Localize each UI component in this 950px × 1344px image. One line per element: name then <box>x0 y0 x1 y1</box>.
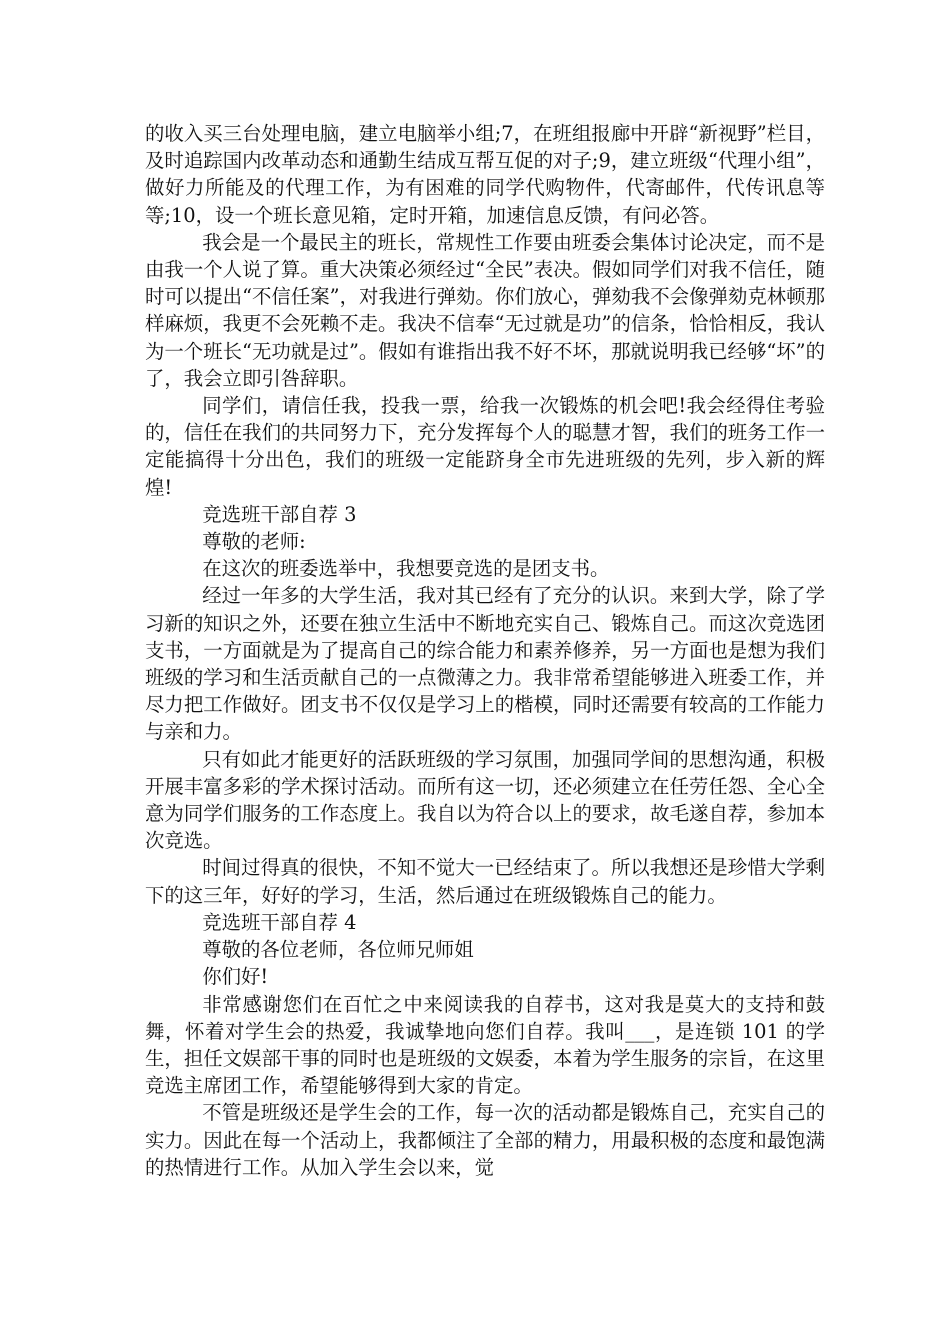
paragraph-time-passes: 时间过得真的很快，不知不觉大一已经结束了。所以我想还是珍惜大学剩下的这三年，好好的学习，生活，然后通过在班级锻炼自己的能力。 <box>145 856 825 907</box>
paragraph-class-atmosphere: 只有如此才能更好的活跃班级的学习氛围，加强同学间的思想沟通，积极开展丰富多彩的学术探讨活动。而所有这一切，还必须建立在任劳任怨、全心全意为同学们服务的工作态度上。我自以为符合以上的要求，故毛遂自荐，参加本次竞选。 <box>145 747 825 853</box>
greeting: 你们好! <box>202 965 269 989</box>
paragraph-continued: 的收入买三台处理电脑，建立电脑举小组;7，在班组报廊中开辟“新视野”栏目，及时追踪国内改革动态和通勤生结成互帮互促的对子;9，建立班级“代理小组”，做好力所能及的代理工作，为有困难的同学代购物件，代寄邮件，代传讯息等等;10，设一个班长意见箱，定时开箱，加速信息反馈，有问必答。 <box>145 122 825 227</box>
salutation-teacher: 尊敬的老师: <box>202 530 306 554</box>
paragraph-student-union-work: 不管是班级还是学生会的工作，每一次的活动都是锻炼自己，充实自己的实力。因此在每一个活动上，我都倾注了全部的精力，用最积极的态度和最饱满的热情进行工作。从加入学生会以来，觉 <box>145 1101 825 1179</box>
paragraph-vote-appeal: 同学们，请信任我，投我一票，给我一次锻炼的机会吧!我会经得住考验的，信任在我们的共同努力下，充分发挥每个人的聪慧才智，我们的班务工作一定能搞得十分出色，我们的班级一定能跻身全市先进班级的先列，步入新的辉煌! <box>145 394 825 499</box>
section-heading-3: 竞选班干部自荐 3 <box>202 502 357 526</box>
paragraph-democratic-monitor: 我会是一个最民主的班长，常规性工作要由班委会集体讨论决定，而不是由我一个人说了算。重大决策必须经过“全民”表决。假如同学们对我不信任，随时可以提出“不信任案”，对我进行弹劾。你们放心，弹劾我不会像弹劾克林顿那样麻烦，我更不会死赖不走。我决不信奉“无过就是功”的信条，恰恰相反，我认为一个班长“无功就是过”。假如有谁指出我不好不坏，那就说明我已经够“坏”的了，我会立即引咎辞职。 <box>145 230 825 390</box>
paragraph-university-life: 经过一年多的大学生活，我对其已经有了充分的认识。来到大学，除了学习新的知识之外，还要在独立生活中不断地充实自己、锻炼自己。而这次竞选团支书，一方面就是为了提高自己的综合能力和素养修养，另一方面也是想为我们班级的学习和生活贡献自己的一点微薄之力。我非常希望能够进入班委工作，并尽力把工作做好。团支书不仅仅是学习上的楷模，同时还需要有较高的工作能力与亲和力。 <box>145 584 825 744</box>
paragraph-election-intro: 在这次的班委选举中，我想要竞选的是团支书。 <box>202 557 610 581</box>
salutation-teachers-seniors: 尊敬的各位老师，各位师兄师姐 <box>202 938 474 962</box>
document-page <box>145 120 825 1181</box>
paragraph-self-recommendation: 非常感谢您们在百忙之中来阅读我的自荐书，这对我是莫大的支持和鼓舞，怀着对学生会的热爱，我诚挚地向您们自荐。我叫___，是连锁 101 的学生，担任文娱部干事的同时也是班级的文娱委，本着为学生服务的宗旨，在这里竞选主席团工作，希望能够得到大家的肯定。 <box>145 992 825 1098</box>
section-heading-4: 竞选班干部自荐 4 <box>202 910 357 934</box>
